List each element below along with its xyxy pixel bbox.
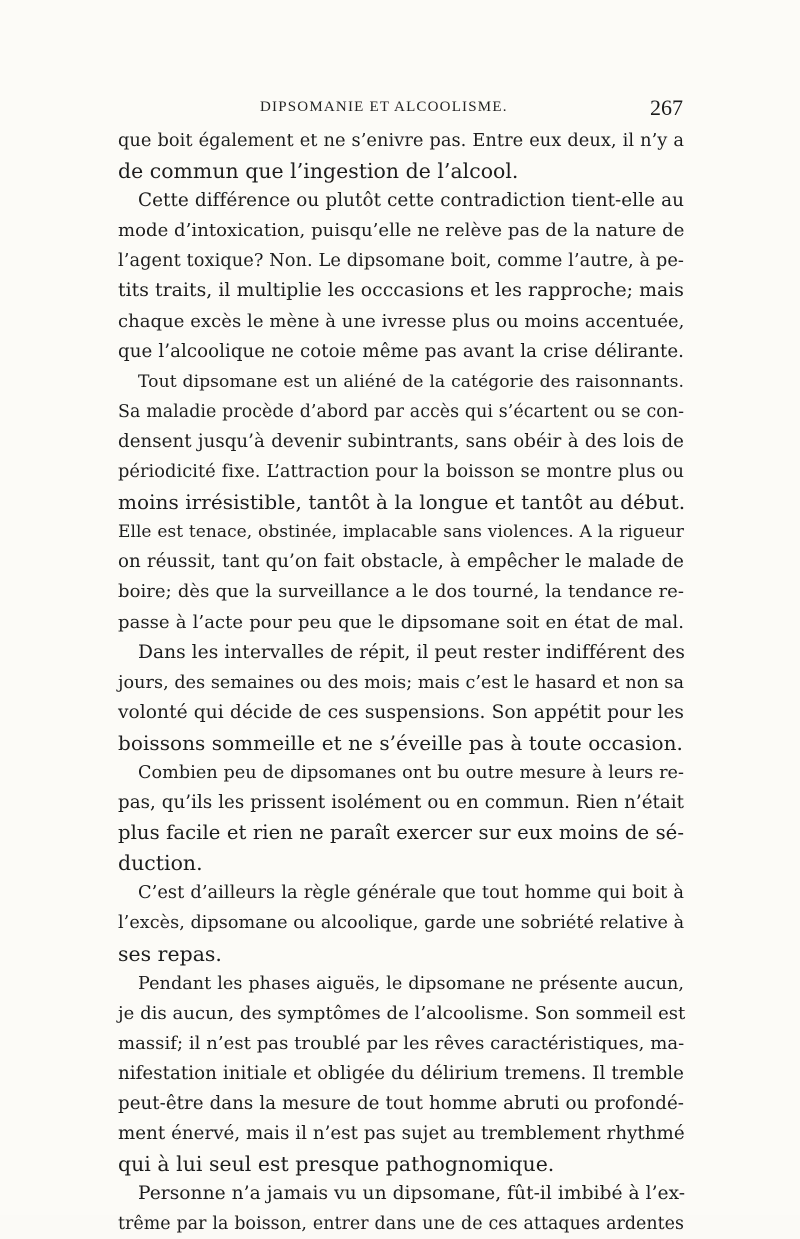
- paragraph-start-line: Cette différence ou plutôt cette contradiction tient-elle au: [138, 190, 684, 212]
- body-text: [118, 126, 684, 1239]
- text-line: l’agent toxique? Non. Le dipsomane boit, comme l’autre, à pe-: [118, 250, 684, 272]
- text-line: que boit également et ne s’enivre pas. Entre eux deux, il n’y a: [118, 130, 684, 151]
- text-line: trême par la boisson, entrer dans une de ces attaques ardentes: [118, 1214, 684, 1235]
- paragraph-start-line: Dans les intervalles de répit, il peut rester indifférent des: [138, 641, 685, 663]
- text-line: boire; dès que la surveillance a le dos tourné, la tendance re-: [118, 581, 684, 603]
- text-line: passe à l’acte pour peu que le dipsomane soit en état de mal.: [118, 611, 684, 633]
- text-line: tits traits, il multiplie les occcasions et les rapproche; mais: [118, 280, 684, 302]
- text-line: chaque excès le mène à une ivresse plus ou moins accentuée,: [118, 310, 685, 332]
- text-line: massif; il n’est pas troublé par les rêves caractéristiques, ma-: [118, 1032, 685, 1054]
- running-title: DIPSOMANIE ET ALCOOLISME.: [260, 99, 508, 115]
- paragraph-start-line: Tout dipsomane est un aliéné de la catégorie des raisonnants.: [138, 371, 684, 392]
- text-line: Sa maladie procède d’abord par accès qui s’écartent ou se con-: [118, 401, 684, 422]
- page-number: 267: [650, 95, 683, 120]
- text-line: pas, qu’ils les prissent isolément ou en commun. Rien n’était: [118, 792, 684, 814]
- text-line: qui à lui seul est presque pathognomique.: [118, 1152, 555, 1177]
- text-line: de commun que l’ingestion de l’alcool.: [118, 159, 519, 184]
- text-line: on réussit, tant qu’on fait obstacle, à empêcher le malade de: [118, 551, 684, 573]
- text-line: l’excès, dipsomane ou alcoolique, garde une sobriété relative à: [118, 913, 685, 934]
- text-line: boissons sommeille et ne s’éveille pas à toute occasion.: [118, 730, 683, 755]
- text-line: jours, des semaines ou des mois; mais c’est le hasard et non sa: [118, 672, 684, 693]
- text-line: plus facile et rien ne paraît exercer sur eux moins de sé-: [118, 821, 684, 845]
- text-line: peut-être dans la mesure de tout homme abruti ou profondé-: [118, 1093, 684, 1114]
- text-line: duction.: [118, 851, 203, 876]
- paragraph-start-line: Pendant les phases aiguës, le dipsomane ne présente aucun,: [138, 973, 684, 994]
- paragraph-start-line: C’est d’ailleurs la règle générale que tout homme qui boit à: [138, 882, 684, 904]
- text-line: ses repas.: [118, 941, 222, 966]
- text-line: ment énervé, mais il n’est pas sujet au tremblement rhythmé: [118, 1123, 685, 1145]
- text-line: Elle est tenace, obstinée, implacable sans violences. A la rigueur: [118, 522, 684, 543]
- text-line: je dis aucun, des symptômes de l’alcoolisme. Son sommeil est: [118, 1002, 686, 1024]
- text-line: moins irrésistible, tantôt à la longue et tantôt au début.: [118, 490, 686, 515]
- text-line: volonté qui décide de ces suspensions. Son appétit pour les: [118, 701, 684, 723]
- paragraph-start-line: Personne n’a jamais vu un dipsomane, fût-il imbibé à l’ex-: [138, 1183, 686, 1205]
- text-line: mode d’intoxication, puisqu’elle ne relève pas de la nature de: [118, 220, 685, 242]
- page-header: [118, 97, 683, 121]
- paragraph-start-line: Combien peu de dipsomanes ont bu outre mesure à leurs re-: [138, 762, 684, 783]
- text-line: nifestation initiale et obligée du délirium tremens. Il tremble: [118, 1062, 684, 1084]
- text-line: que l’alcoolique ne cotoie même pas avant la crise délirante.: [118, 340, 684, 362]
- text-line: périodicité fixe. L’attraction pour la boisson se montre plus ou: [118, 461, 684, 483]
- text-line: densent jusqu’à devenir subintrants, sans obéir à des lois de: [118, 430, 684, 452]
